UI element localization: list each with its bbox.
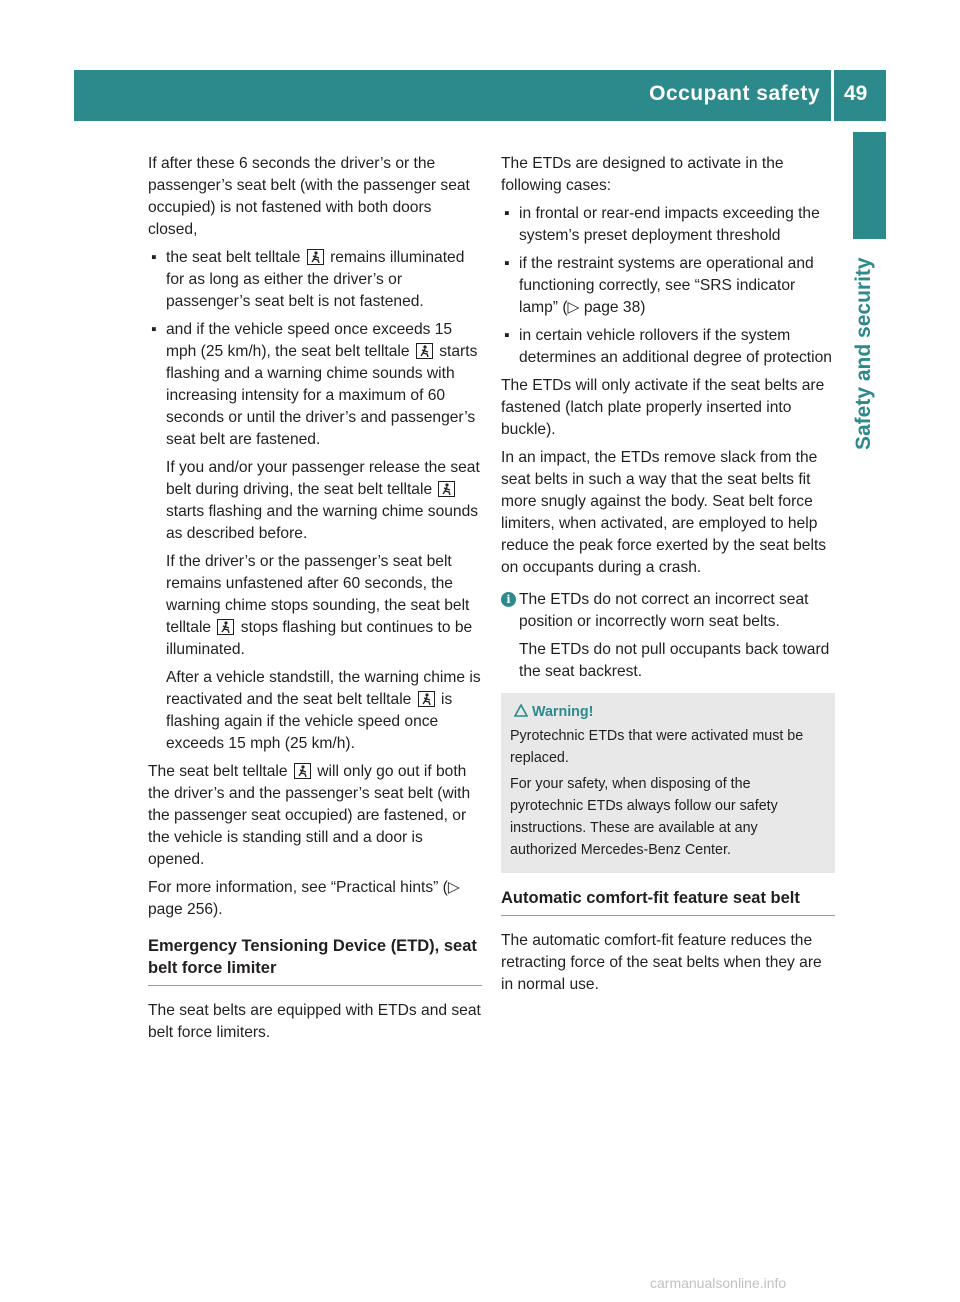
info-note <box>501 589 835 683</box>
watermark: carmanualsonline.info <box>650 1275 787 1291</box>
page-reference-link[interactable]: page 38 <box>583 299 641 316</box>
seatbelt-telltale-icon <box>438 481 455 497</box>
bullet-marker: ▪ <box>504 255 510 272</box>
paragraph: The seat belts are equipped with ETDs and seat belt force limiters. <box>148 1002 481 1041</box>
left-column <box>148 153 482 1050</box>
warning-triangle-icon <box>514 704 528 717</box>
intro-paragraph: The ETDs are designed to activate in the following cases: <box>501 155 784 194</box>
right-column <box>501 153 835 1002</box>
triangle-pointer-icon: ▷ <box>447 879 460 896</box>
paragraph: The ETDs will only activate if the seat belts are fastened (latch plate properly inserted into buckle). <box>501 377 825 438</box>
paragraph: For more information, see “Practical hints” (▷ page 256). <box>148 879 460 918</box>
paragraph: The automatic comfort-fit feature reduces the retracting force of the seat belts when they are in normal use. <box>501 932 822 993</box>
seatbelt-telltale-icon <box>418 691 435 707</box>
bullet-marker: ▪ <box>151 249 157 266</box>
paragraph: In an impact, the ETDs remove slack from the seat belts in such a way that the seat belts fit more snugly against the body. Seat belt force limiters, when activated, are employed to help reduce the peak force exerted by the seat belts on occupants during a crash. <box>501 449 827 576</box>
page-number: 49 <box>844 82 868 105</box>
list-item: ▪ the seat belt telltale remains illuminated for as long as either the driver’s or passenger’s seat belt is not fastened. <box>151 249 465 310</box>
seatbelt-telltale-icon <box>416 343 433 359</box>
list-item: ▪ if the restraint systems are operational and functioning correctly, see “SRS indicator lamp” (▷ page 38) <box>504 255 814 316</box>
header-divider <box>831 70 834 121</box>
section-heading: Automatic comfort-fit feature seat belt <box>501 887 835 916</box>
info-text: The ETDs do not pull occupants back toward the seat backrest. <box>519 641 830 680</box>
side-label-text: Safety and security <box>852 257 875 450</box>
warning-text: Pyrotechnic ETDs that were activated must be replaced. <box>510 728 804 766</box>
list-item: ▪ in certain vehicle rollovers if the system determines an additional degree of protection <box>504 327 832 366</box>
list-item: ▪ and if the vehicle speed once exceeds 15 mph (25 km/h), the seat belt telltale starts flashing and a warning chime sounds with increasing intensity for a maximum of 60 seconds or until the driver’s and passenger’s seat belt are fastened. <box>151 321 478 448</box>
seatbelt-telltale-icon <box>294 763 311 779</box>
bullet-marker: ▪ <box>504 327 510 344</box>
page-title: Occupant safety <box>649 82 820 105</box>
bullet-marker: ▪ <box>151 321 157 338</box>
list-item: ▪ in frontal or rear-end impacts exceeding the system’s preset deployment threshold <box>504 205 820 244</box>
sub-paragraph: After a vehicle standstill, the warning chime is reactivated and the seat belt telltale is flashing again if the vehicle speed once exceeds 15 mph (25 km/h). <box>166 669 481 752</box>
info-icon: i <box>501 592 516 607</box>
warning-box <box>501 693 835 873</box>
sub-paragraph: If the driver’s or the passenger’s seat belt remains unfastened after 60 seconds, the warning chime stops sounding, the seat belt telltale stops flashing but continues to be illuminated. <box>166 553 473 658</box>
header-bar <box>74 70 886 121</box>
section-heading: Emergency Tensioning Device (ETD), seat belt force limiter <box>148 935 482 986</box>
paragraph: The seat belt telltale will only go out if both the driver’s and the passenger’s seat belt (with the passenger seat occupied) are fastened, or the vehicle is standing still and a door is opened. <box>148 763 471 868</box>
sub-paragraph: If you and/or your passenger release the seat belt during driving, the seat belt telltale starts flashing and the warning chime sounds as described before. <box>166 459 480 542</box>
warning-header: Warning! <box>510 701 827 723</box>
warning-text: For your safety, when disposing of the pyrotechnic ETDs always follow our safety instructions. These are available at any authorized Mercedes-Benz Center. <box>510 776 778 858</box>
intro-paragraph: If after these 6 seconds the driver’s or the passenger’s seat belt (with the passenger seat occupied) is not fastened with both doors closed, <box>148 155 470 238</box>
seatbelt-telltale-icon <box>307 249 324 265</box>
page-reference-link[interactable]: page 256 <box>148 901 214 918</box>
triangle-pointer-icon: ▷ <box>567 299 580 316</box>
bullet-marker: ▪ <box>504 205 510 222</box>
info-text: The ETDs do not correct an incorrect seat position or incorrectly worn seat belts. <box>519 591 809 630</box>
side-tab-block <box>853 132 886 239</box>
seatbelt-telltale-icon <box>217 619 234 635</box>
side-label <box>838 250 898 450</box>
